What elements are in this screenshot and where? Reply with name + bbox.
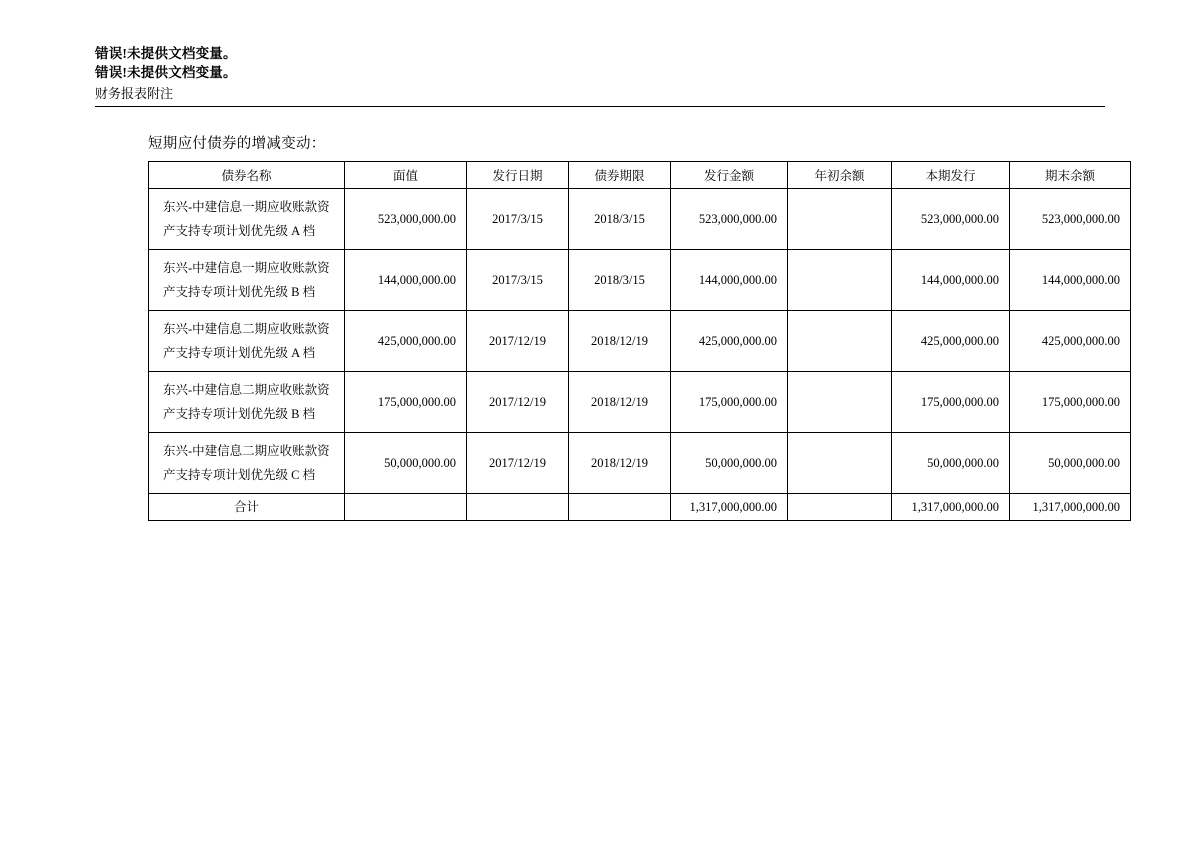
cell-bond-name: 东兴-中建信息一期应收账款资产支持专项计划优先级 B 档 <box>149 250 345 311</box>
cell-term: 2018/12/19 <box>569 311 671 372</box>
cell-issue-amount: 50,000,000.00 <box>671 433 788 494</box>
cell-issue-amount: 523,000,000.00 <box>671 189 788 250</box>
cell-begin-balance <box>788 372 892 433</box>
cell-current-issue: 50,000,000.00 <box>892 433 1010 494</box>
cell-term: 2018/12/19 <box>569 372 671 433</box>
column-header-issue-date: 发行日期 <box>467 162 569 189</box>
cell-begin-balance <box>788 311 892 372</box>
cell-face-value: 175,000,000.00 <box>345 372 467 433</box>
cell-end-balance: 175,000,000.00 <box>1010 372 1131 433</box>
cell-issue-date: 2017/3/15 <box>467 189 569 250</box>
table-row <box>149 189 1131 250</box>
bond-change-table <box>148 161 1131 521</box>
cell-term: 2018/12/19 <box>569 433 671 494</box>
header-divider <box>95 106 1105 107</box>
cell-current-issue: 175,000,000.00 <box>892 372 1010 433</box>
column-header-face-value: 面值 <box>345 162 467 189</box>
cell-bond-name: 东兴-中建信息二期应收账款资产支持专项计划优先级 B 档 <box>149 372 345 433</box>
bond-table-wrapper <box>148 161 1120 521</box>
column-header-issue-amount: 发行金额 <box>671 162 788 189</box>
header-caption: 财务报表附注 <box>95 86 174 101</box>
cell-total-label: 合计 <box>149 494 345 521</box>
cell-end-balance: 425,000,000.00 <box>1010 311 1131 372</box>
table-row <box>149 311 1131 372</box>
cell-current-issue: 425,000,000.00 <box>892 311 1010 372</box>
cell-issue-amount: 425,000,000.00 <box>671 311 788 372</box>
table-row <box>149 433 1131 494</box>
cell-issue-date: 2017/12/19 <box>467 311 569 372</box>
table-row <box>149 250 1131 311</box>
column-header-begin-balance: 年初余额 <box>788 162 892 189</box>
cell-issue-amount: 175,000,000.00 <box>671 372 788 433</box>
cell-face-value: 425,000,000.00 <box>345 311 467 372</box>
error-line-2: 错误!未提供文档变量。 <box>95 65 237 80</box>
cell-term: 2018/3/15 <box>569 250 671 311</box>
cell-issue-date: 2017/12/19 <box>467 372 569 433</box>
cell-current-issue: 523,000,000.00 <box>892 189 1010 250</box>
error-line-1: 错误!未提供文档变量。 <box>95 46 237 61</box>
cell-bond-name: 东兴-中建信息一期应收账款资产支持专项计划优先级 A 档 <box>149 189 345 250</box>
column-header-term: 债券期限 <box>569 162 671 189</box>
column-header-current-issue: 本期发行 <box>892 162 1010 189</box>
cell-bond-name: 东兴-中建信息二期应收账款资产支持专项计划优先级 C 档 <box>149 433 345 494</box>
cell-bond-name: 东兴-中建信息二期应收账款资产支持专项计划优先级 A 档 <box>149 311 345 372</box>
cell-total-issue-date <box>467 494 569 521</box>
column-header-end-balance: 期末余额 <box>1010 162 1131 189</box>
table-row <box>149 372 1131 433</box>
section-title: 短期应付债券的增减变动： <box>148 136 326 152</box>
cell-begin-balance <box>788 189 892 250</box>
cell-term: 2018/3/15 <box>569 189 671 250</box>
cell-end-balance: 523,000,000.00 <box>1010 189 1131 250</box>
cell-total-issue-amount: 1,317,000,000.00 <box>671 494 788 521</box>
cell-face-value: 144,000,000.00 <box>345 250 467 311</box>
cell-begin-balance <box>788 250 892 311</box>
column-header-name: 债券名称 <box>149 162 345 189</box>
cell-end-balance: 50,000,000.00 <box>1010 433 1131 494</box>
cell-current-issue: 144,000,000.00 <box>892 250 1010 311</box>
table-total-row <box>149 494 1131 521</box>
document-header <box>95 44 1105 107</box>
cell-issue-date: 2017/12/19 <box>467 433 569 494</box>
cell-end-balance: 144,000,000.00 <box>1010 250 1131 311</box>
cell-issue-date: 2017/3/15 <box>467 250 569 311</box>
cell-total-current-issue: 1,317,000,000.00 <box>892 494 1010 521</box>
table-header-row <box>149 162 1131 189</box>
cell-face-value: 50,000,000.00 <box>345 433 467 494</box>
cell-total-face-value <box>345 494 467 521</box>
cell-issue-amount: 144,000,000.00 <box>671 250 788 311</box>
cell-total-begin-balance <box>788 494 892 521</box>
cell-face-value: 523,000,000.00 <box>345 189 467 250</box>
cell-total-end-balance: 1,317,000,000.00 <box>1010 494 1131 521</box>
cell-begin-balance <box>788 433 892 494</box>
cell-total-term <box>569 494 671 521</box>
